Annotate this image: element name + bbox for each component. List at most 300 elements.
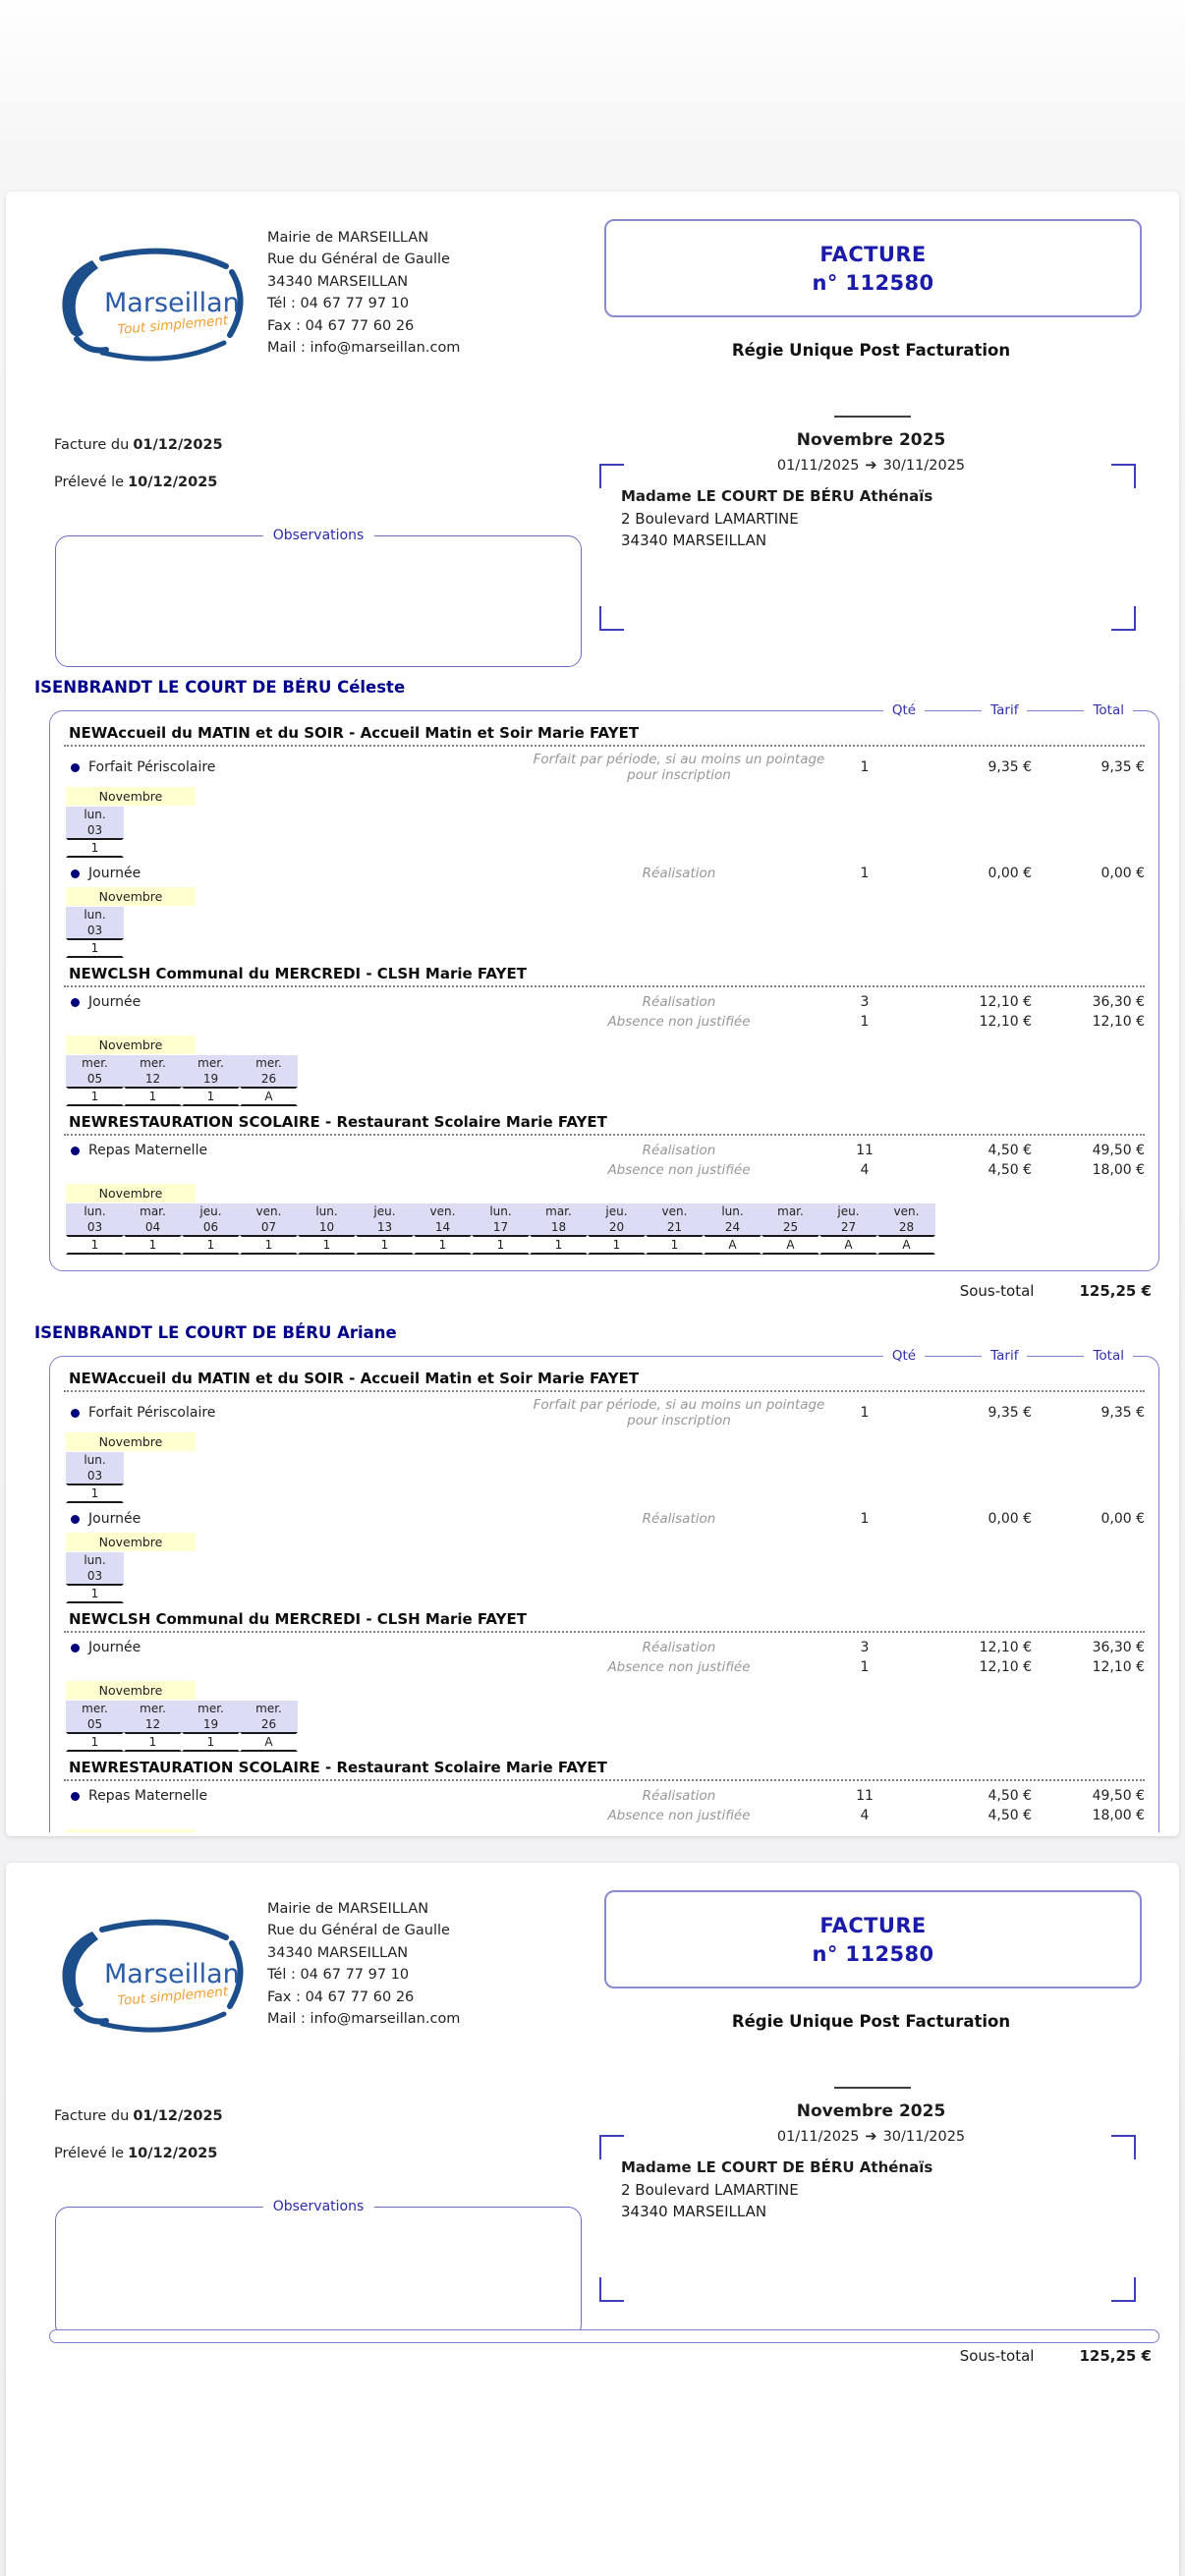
item-row	[64, 1397, 1145, 1428]
dotted-separator	[64, 985, 1145, 987]
invoice-regime: Régie Unique Post Facturation	[731, 2012, 1011, 2031]
calendar-day-value: 1	[414, 1235, 472, 1255]
item-row	[64, 1509, 1145, 1529]
calendar-day-number: 27	[819, 1219, 877, 1235]
calendar-day-value: 1	[66, 1087, 124, 1106]
bullet-icon	[71, 1792, 80, 1801]
subtotal-label: Sous-total	[959, 2347, 1035, 2365]
calendar-day-name: jeu.	[819, 1204, 877, 1219]
calendar-value-row	[66, 1732, 298, 1752]
column-tariff: Tarif	[982, 701, 1027, 720]
logo-text: Marseillan	[104, 1959, 240, 1989]
calendar-day-value: 1	[182, 1235, 240, 1255]
item-qty: 11	[856, 1143, 874, 1158]
item-tariff: 4,50 €	[988, 1788, 1032, 1804]
section-title: NEWAccueil du MATIN et du SOIR - Accueil Matin et Soir Marie FAYET	[69, 724, 640, 742]
calendar-day-number: 05	[66, 1716, 124, 1732]
section-title: NEWRESTAURATION SCOLAIRE - Restaurant Scolaire Marie FAYET	[69, 1113, 607, 1131]
calendar-day-name: jeu.	[356, 1204, 414, 1219]
calendar-day-value: 1	[124, 1087, 182, 1106]
bullet-icon	[71, 998, 80, 1007]
invoice-issued-date	[54, 437, 223, 453]
item-description: Absence non justifiée	[607, 1162, 751, 1178]
calendar-daynum-row	[66, 1071, 298, 1087]
calendar-day-value: 1	[66, 1484, 124, 1503]
calendar-day-value: 1	[66, 1732, 124, 1752]
attendance-calendar	[66, 1829, 1145, 1832]
item-row	[64, 864, 1145, 883]
item-tariff: 12,10 €	[979, 1640, 1032, 1655]
column-total: Total	[1084, 1347, 1133, 1366]
calendar-day-name: mar.	[762, 1204, 819, 1219]
marseillan-logo	[43, 243, 259, 363]
item-description: Réalisation	[642, 1640, 716, 1655]
calendar-day-value: 1	[66, 1584, 124, 1603]
dotted-separator	[64, 1779, 1145, 1781]
issuer-name: Mairie de MARSEILLAN	[267, 1901, 429, 1917]
item-row	[64, 1638, 1145, 1657]
header-divider	[834, 416, 911, 418]
logo-text: Marseillan	[104, 288, 240, 318]
marseillan-logo	[43, 1914, 259, 2034]
calendar-daynum-row	[66, 1468, 124, 1484]
logo-tagline: Tout simplement	[116, 312, 229, 338]
issuer-address-block	[267, 227, 460, 359]
item-label-cell	[64, 1640, 366, 1655]
frame-corner-icon	[1111, 2135, 1136, 2159]
calendar-day-number: 03	[66, 1468, 124, 1484]
calendar-day-value: 1	[472, 1235, 530, 1255]
invoice-title: FACTURE	[819, 1913, 927, 1937]
calendar-day-number: 10	[298, 1219, 356, 1235]
calendar-day-number: 19	[182, 1716, 240, 1732]
calendar-day-number: 04	[124, 1219, 182, 1235]
frame-corner-icon	[599, 606, 624, 631]
items-table-body	[64, 1370, 1145, 1832]
item-qty: 1	[860, 1014, 870, 1030]
calendar-day-number: 18	[530, 1219, 588, 1235]
calendar-day-name: mer.	[240, 1055, 298, 1071]
calendar-day-value: A	[240, 1087, 298, 1106]
calendar-daynum-row	[66, 1716, 298, 1732]
calendar-table	[66, 1701, 298, 1752]
attendance-calendar	[66, 787, 1145, 858]
marseillan-logo-graphic	[43, 1914, 259, 2034]
attendance-calendar	[66, 887, 1145, 958]
calendar-day-name: mer.	[124, 1055, 182, 1071]
billing-section	[64, 724, 1145, 958]
bullet-icon	[71, 869, 80, 878]
column-tariff: Tarif	[982, 1347, 1027, 1366]
calendar-month-label: Novembre	[66, 1533, 196, 1551]
recipient-street: 2 Boulevard LAMARTINE	[621, 509, 799, 528]
calendar-daynum-row	[66, 1568, 124, 1584]
calendar-day-value: 1	[66, 838, 124, 858]
calendar-day-value: 1	[66, 938, 124, 958]
invoice-debit-date	[54, 475, 217, 490]
calendar-day-number: 24	[704, 1219, 762, 1235]
arrow-right-icon: ➔	[865, 458, 877, 474]
item-description: Réalisation	[642, 1143, 716, 1158]
observations-label: Observations	[263, 2198, 374, 2216]
section-title: NEWCLSH Communal du MERCREDI - CLSH Marie FAYET	[69, 965, 527, 982]
item-row	[64, 992, 1145, 1012]
item-total: 9,35 €	[1100, 759, 1145, 775]
subtotal-row	[960, 2347, 1152, 2365]
item-tariff: 0,00 €	[988, 1511, 1032, 1527]
calendar-month-label: Novembre	[66, 887, 196, 906]
calendar-day-name: mer.	[66, 1701, 124, 1716]
item-tariff: 12,10 €	[979, 994, 1032, 1010]
marseillan-logo-graphic	[43, 243, 259, 363]
section-title: NEWRESTAURATION SCOLAIRE - Restaurant Scolaire Marie FAYET	[69, 1759, 607, 1776]
calendar-day-number: 03	[66, 822, 124, 838]
calendar-day-number: 03	[66, 1219, 124, 1235]
calendar-dow-row	[66, 1452, 124, 1468]
recipient-name: Madame LE COURT DE BÉRU Athénaïs	[621, 2158, 933, 2176]
calendar-month-label: Novembre	[66, 1432, 196, 1451]
calendar-day-value: 1	[588, 1235, 646, 1255]
calendar-day-number: 19	[182, 1071, 240, 1087]
issuer-address-block	[267, 1898, 460, 2030]
period-title: Novembre 2025	[796, 2101, 946, 2121]
calendar-day-value: 1	[298, 1235, 356, 1255]
issuer-fax: Fax : 04 67 77 60 26	[267, 1988, 415, 2005]
issuer-street: Rue du Général de Gaulle	[267, 252, 450, 268]
debit-label: Prélevé le	[54, 475, 125, 490]
invoice-number-box	[604, 219, 1142, 317]
calendar-day-name: ven.	[240, 1204, 298, 1219]
recipient-city: 34340 MARSEILLAN	[621, 532, 767, 549]
subtotal-value: 125,25 €	[1079, 1282, 1152, 1300]
calendar-dow-row	[66, 1701, 298, 1716]
calendar-day-number: 26	[240, 1071, 298, 1087]
frame-corner-icon	[1111, 464, 1136, 488]
item-qty: 1	[860, 759, 870, 775]
invoice-number: n° 112580	[812, 270, 934, 295]
item-label: Forfait Périscolaire	[88, 759, 216, 775]
recipient-address	[621, 2156, 932, 2223]
item-tariff: 4,50 €	[988, 1162, 1032, 1178]
dotted-separator	[64, 1390, 1145, 1392]
calendar-day-number: 13	[356, 1219, 414, 1235]
item-qty: 1	[860, 1511, 870, 1527]
column-qty: Qté	[883, 701, 925, 720]
item-tariff: 0,00 €	[988, 866, 1032, 881]
item-label: Journée	[88, 994, 141, 1010]
calendar-day-value: 1	[240, 1235, 298, 1255]
calendar-daynum-row	[66, 923, 124, 938]
calendar-day-value: 1	[182, 1732, 240, 1752]
calendar-day-value: A	[704, 1235, 762, 1255]
issuer-tel: Tél : 04 67 77 97 10	[267, 296, 410, 312]
calendar-day-number: 06	[182, 1219, 240, 1235]
debit-date-value: 10/12/2025	[128, 2146, 218, 2161]
item-label-cell	[64, 1788, 366, 1804]
bullet-icon	[71, 1147, 80, 1155]
calendar-day-name: mar.	[530, 1204, 588, 1219]
item-row	[64, 1786, 1145, 1806]
calendar-day-name: mer.	[124, 1701, 182, 1716]
bullet-icon	[71, 1644, 80, 1652]
calendar-day-number: 20	[588, 1219, 646, 1235]
subtotal-row	[34, 1271, 1159, 1300]
calendar-table	[66, 1204, 935, 1255]
calendar-table	[66, 907, 124, 958]
item-label-cell	[64, 759, 366, 775]
item-tariff: 4,50 €	[988, 1143, 1032, 1158]
frame-corner-icon	[599, 2277, 624, 2302]
subtotal-value: 125,25 €	[1079, 2347, 1152, 2365]
calendar-day-name: jeu.	[588, 1204, 646, 1219]
attendance-calendar	[66, 1036, 1145, 1106]
logo-swoosh-icon	[62, 1932, 98, 2007]
item-description: Réalisation	[642, 1511, 716, 1527]
logo-tail-icon	[77, 339, 106, 351]
item-description: Forfait par période, si au moins un pointage pour inscription	[533, 752, 825, 783]
billing-section	[64, 965, 1145, 1106]
billing-section	[64, 1610, 1145, 1752]
calendar-day-name: jeu.	[182, 1204, 240, 1219]
header-divider	[834, 2087, 911, 2089]
issued-date-value: 01/12/2025	[133, 2108, 223, 2124]
item-total: 0,00 €	[1100, 866, 1145, 881]
calendar-dow-row	[66, 1204, 935, 1219]
calendar-month-label: Novembre	[66, 1184, 196, 1203]
item-total: 12,10 €	[1092, 1659, 1145, 1675]
item-qty: 1	[860, 866, 870, 881]
child-name-heading: ISENBRANDT LE COURT DE BÉRU Ariane	[34, 1323, 397, 1342]
calendar-day-name: lun.	[66, 807, 124, 822]
item-qty: 1	[860, 1659, 870, 1675]
calendar-day-name: lun.	[66, 1552, 124, 1568]
item-description: Absence non justifiée	[607, 1014, 751, 1030]
invoice-number: n° 112580	[812, 1941, 934, 1966]
item-label: Journée	[88, 1511, 141, 1527]
calendar-day-number: 12	[124, 1071, 182, 1087]
logo-swoosh-icon	[62, 260, 98, 336]
calendar-day-value: A	[877, 1235, 935, 1255]
item-label-cell	[64, 1511, 366, 1527]
invoice-page-1	[6, 192, 1179, 1836]
calendar-day-number: 12	[124, 1716, 182, 1732]
item-total: 18,00 €	[1092, 1162, 1145, 1178]
item-tariff: 4,50 €	[988, 1808, 1032, 1823]
item-description: Forfait par période, si au moins un pointage pour inscription	[533, 1397, 825, 1428]
item-qty: 3	[860, 1640, 870, 1655]
issuer-name: Mairie de MARSEILLAN	[267, 230, 429, 246]
item-label: Repas Maternelle	[88, 1143, 208, 1158]
calendar-day-name: ven.	[877, 1204, 935, 1219]
calendar-daynum-row	[66, 822, 124, 838]
calendar-day-value: A	[762, 1235, 819, 1255]
calendar-day-value: A	[240, 1732, 298, 1752]
calendar-day-value: 1	[646, 1235, 704, 1255]
calendar-day-name: lun.	[704, 1204, 762, 1219]
bullet-icon	[71, 1515, 80, 1524]
logo-tagline: Tout simplement	[116, 1984, 229, 2009]
dotted-separator	[64, 1134, 1145, 1136]
calendar-daynum-row	[66, 1219, 935, 1235]
calendar-table	[66, 1055, 298, 1106]
calendar-day-value: 1	[66, 1235, 124, 1255]
item-label: Forfait Périscolaire	[88, 1405, 216, 1421]
calendar-dow-row	[66, 807, 124, 822]
debit-date-value: 10/12/2025	[128, 475, 218, 490]
billing-area	[34, 678, 1159, 1832]
item-description: Réalisation	[642, 1788, 716, 1804]
item-total: 18,00 €	[1092, 1808, 1145, 1823]
period-from: 01/11/2025	[776, 458, 860, 474]
calendar-day-number: 03	[66, 1568, 124, 1584]
item-label-cell	[64, 994, 366, 1010]
calendar-day-number: 25	[762, 1219, 819, 1235]
item-tariff: 12,10 €	[979, 1659, 1032, 1675]
item-row	[64, 1141, 1145, 1160]
item-label: Journée	[88, 866, 141, 881]
frame-corner-icon	[1111, 606, 1136, 631]
issued-label: Facture du	[54, 2108, 130, 2124]
item-row	[64, 1160, 1145, 1180]
calendar-value-row	[66, 1584, 124, 1603]
column-headers	[826, 701, 1133, 720]
logo-bottom-arc-icon	[102, 343, 224, 359]
recipient-address	[621, 485, 932, 552]
column-qty: Qté	[883, 1347, 925, 1366]
item-tariff: 9,35 €	[988, 759, 1032, 775]
invoice-page-2	[6, 1863, 1179, 2576]
issuer-city: 34340 MARSEILLAN	[267, 1944, 409, 1961]
item-total: 0,00 €	[1100, 1511, 1145, 1527]
calendar-day-value: 1	[124, 1732, 182, 1752]
section-title: NEWAccueil du MATIN et du SOIR - Accueil Matin et Soir Marie FAYET	[69, 1370, 640, 1387]
billing-section	[64, 1759, 1145, 1832]
calendar-day-name: ven.	[414, 1204, 472, 1219]
calendar-dow-row	[66, 907, 124, 923]
calendar-day-name: mer.	[66, 1055, 124, 1071]
invoice-debit-date	[54, 2146, 217, 2161]
item-tariff: 9,35 €	[988, 1405, 1032, 1421]
item-total: 49,50 €	[1092, 1143, 1145, 1158]
table-continuation-box	[49, 2329, 1159, 2343]
items-table-body	[64, 724, 1145, 1255]
item-row	[64, 752, 1145, 783]
logo-tail-icon	[77, 2010, 106, 2022]
calendar-day-name: ven.	[646, 1204, 704, 1219]
calendar-value-row	[66, 1235, 935, 1255]
item-label-cell	[64, 1143, 366, 1158]
item-label: Journée	[88, 1640, 141, 1655]
item-row	[64, 1806, 1145, 1825]
child-name-heading: ISENBRANDT LE COURT DE BÉRU Céleste	[34, 678, 406, 697]
item-total: 49,50 €	[1092, 1788, 1145, 1804]
observations-box	[55, 528, 582, 667]
calendar-month-label: Novembre	[66, 1036, 196, 1054]
dotted-separator	[64, 745, 1145, 747]
attendance-calendar	[66, 1184, 1145, 1255]
item-qty: 4	[860, 1162, 870, 1178]
calendar-day-number: 21	[646, 1219, 704, 1235]
issued-label: Facture du	[54, 437, 130, 453]
recipient-address-frame	[599, 2135, 1136, 2302]
calendar-day-number: 07	[240, 1219, 298, 1235]
invoice-number-box	[604, 1890, 1142, 1988]
calendar-day-name: lun.	[298, 1204, 356, 1219]
calendar-day-number: 05	[66, 1071, 124, 1087]
issuer-tel: Tél : 04 67 77 97 10	[267, 1967, 410, 1984]
item-qty: 11	[856, 1788, 874, 1804]
calendar-table	[66, 807, 124, 858]
recipient-street: 2 Boulevard LAMARTINE	[621, 2180, 799, 2199]
issuer-fax: Fax : 04 67 77 60 26	[267, 317, 415, 334]
item-total: 12,10 €	[1092, 1014, 1145, 1030]
recipient-name: Madame LE COURT DE BÉRU Athénaïs	[621, 487, 933, 505]
calendar-value-row	[66, 1087, 298, 1106]
period-title: Novembre 2025	[796, 430, 946, 450]
calendar-day-value: A	[819, 1235, 877, 1255]
calendar-dow-row	[66, 1552, 124, 1568]
column-total: Total	[1084, 701, 1133, 720]
calendar-day-number: 03	[66, 923, 124, 938]
item-label: Repas Maternelle	[88, 1788, 208, 1804]
item-total: 36,30 €	[1092, 1640, 1145, 1655]
period-to: 30/11/2025	[882, 458, 966, 474]
arrow-right-icon: ➔	[865, 2129, 877, 2145]
item-description: Absence non justifiée	[607, 1808, 751, 1823]
item-row	[64, 1657, 1145, 1677]
observations-label: Observations	[263, 527, 374, 545]
calendar-value-row	[66, 838, 124, 858]
calendar-day-number: 17	[472, 1219, 530, 1235]
invoice-issued-date	[54, 2108, 223, 2124]
period-from: 01/11/2025	[776, 2129, 860, 2145]
issuer-mail: Mail : info@marseillan.com	[267, 2011, 461, 2028]
attendance-calendar	[66, 1681, 1145, 1752]
billing-section	[64, 1370, 1145, 1603]
billing-section	[64, 1113, 1145, 1255]
column-headers	[826, 1347, 1133, 1366]
logo-top-arc-icon	[102, 1923, 226, 1937]
item-qty: 4	[860, 1808, 870, 1823]
item-row	[64, 1012, 1145, 1032]
attendance-calendar	[66, 1432, 1145, 1503]
item-label-cell	[64, 1405, 366, 1421]
period-to: 30/11/2025	[882, 2129, 966, 2145]
logo-top-arc-icon	[102, 252, 226, 266]
item-total: 9,35 €	[1100, 1405, 1145, 1421]
subtotal-label: Sous-total	[959, 1282, 1035, 1300]
calendar-day-value: 1	[182, 1087, 240, 1106]
issuer-city: 34340 MARSEILLAN	[267, 273, 409, 290]
recipient-city: 34340 MARSEILLAN	[621, 2203, 767, 2220]
calendar-month-label	[66, 1829, 196, 1832]
recipient-address-frame	[599, 464, 1136, 631]
calendar-day-name: mar.	[124, 1204, 182, 1219]
attendance-calendar	[66, 1533, 1145, 1603]
item-qty: 3	[860, 994, 870, 1010]
calendar-day-name: lun.	[66, 1452, 124, 1468]
calendar-day-name: lun.	[66, 907, 124, 923]
issuer-mail: Mail : info@marseillan.com	[267, 340, 461, 357]
bullet-icon	[71, 763, 80, 772]
invoice-title: FACTURE	[819, 242, 927, 266]
calendar-day-name: mer.	[240, 1701, 298, 1716]
calendar-value-row	[66, 938, 124, 958]
item-description: Réalisation	[642, 994, 716, 1010]
bullet-icon	[71, 1409, 80, 1418]
issued-date-value: 01/12/2025	[133, 437, 223, 453]
issuer-street: Rue du Général de Gaulle	[267, 1923, 450, 1939]
